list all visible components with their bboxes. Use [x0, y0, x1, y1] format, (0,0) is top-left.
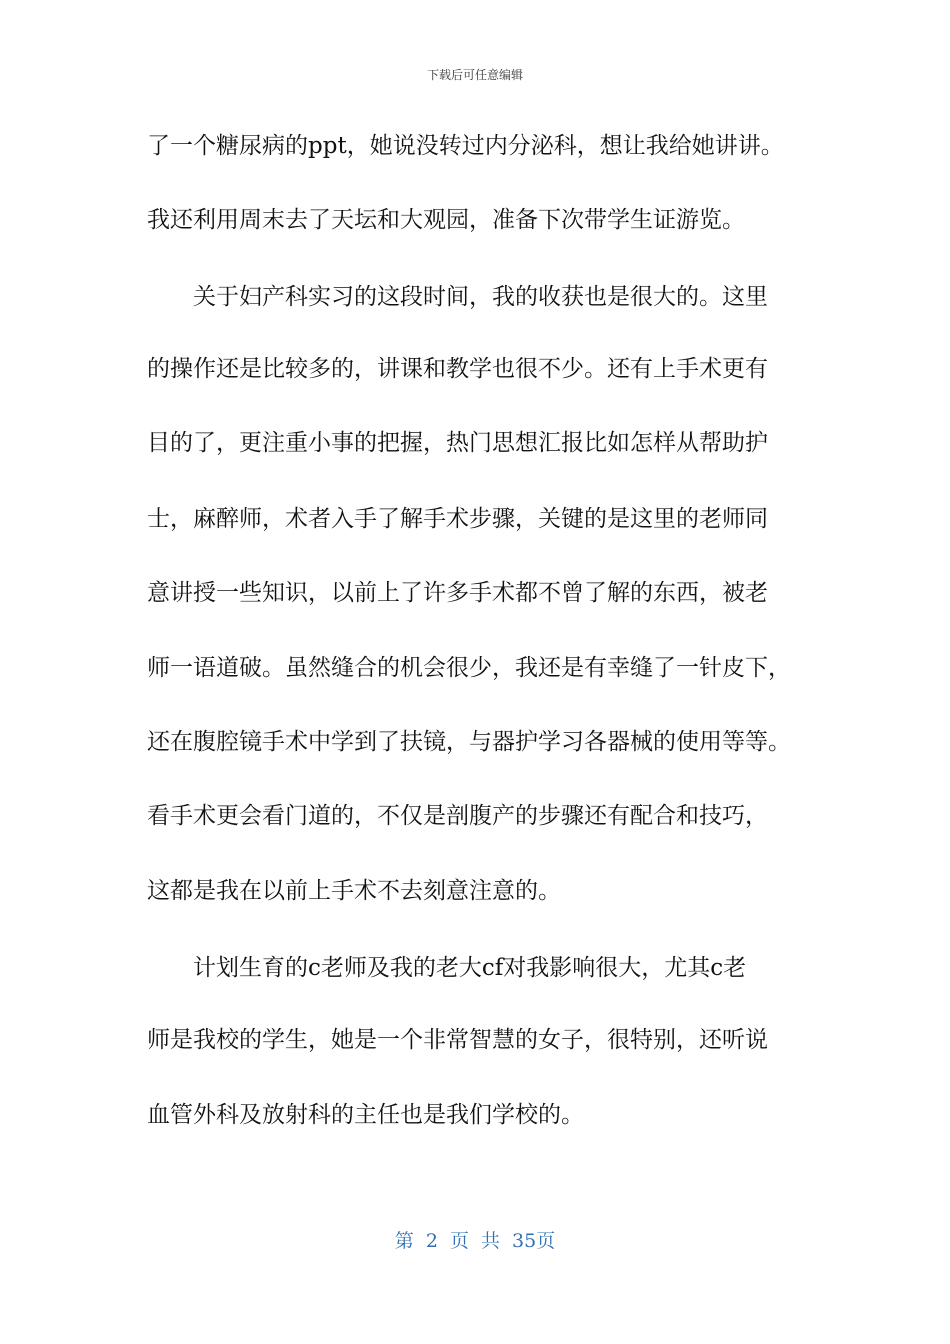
body-line: 了一个糖尿病的ppt，她说没转过内分泌科，想让我给她讲讲。: [147, 133, 784, 159]
body-line: 意讲授一些知识，以前上了许多手术都不曾了解的东西，被老: [147, 580, 768, 606]
body-line: 血管外科及放射科的主任也是我们学校的。: [147, 1102, 584, 1128]
body-line: 还在腹腔镜手术中学到了扶镜，与器护学习各器械的使用等等。: [147, 729, 791, 755]
paragraph-start-line: 计划生育的c老师及我的老大cf对我影响很大，尤其c老: [193, 955, 747, 981]
paragraph-start-line: 关于妇产科实习的这段时间，我的收获也是很大的。这里: [193, 284, 768, 310]
body-line: 的操作还是比较多的，讲课和教学也很不少。还有上手术更有: [147, 356, 768, 382]
body-line: 师一语道破。虽然缝合的机会很少，我还是有幸缝了一针皮下，: [147, 655, 791, 681]
body-line: 目的了，更注重小事的把握，热门思想汇报比如怎样从帮助护: [147, 430, 768, 456]
body-line: 我还利用周末去了天坛和大观园，准备下次带学生证游览。: [147, 207, 745, 233]
body-line: 师是我校的学生，她是一个非常智慧的女子，很特别，还听说: [147, 1027, 768, 1053]
page-header: 下载后可任意编辑: [426, 68, 523, 82]
body-line: 士，麻醉师，术者入手了解手术步骤，关键的是这里的老师同: [147, 506, 768, 532]
body-line: 这都是我在以前上手术不去刻意注意的。: [147, 878, 561, 904]
page-number-footer: 第 2 页 共 35页: [394, 1230, 556, 1252]
body-line: 看手术更会看门道的，不仅是剖腹产的步骤还有配合和技巧，: [147, 803, 768, 829]
